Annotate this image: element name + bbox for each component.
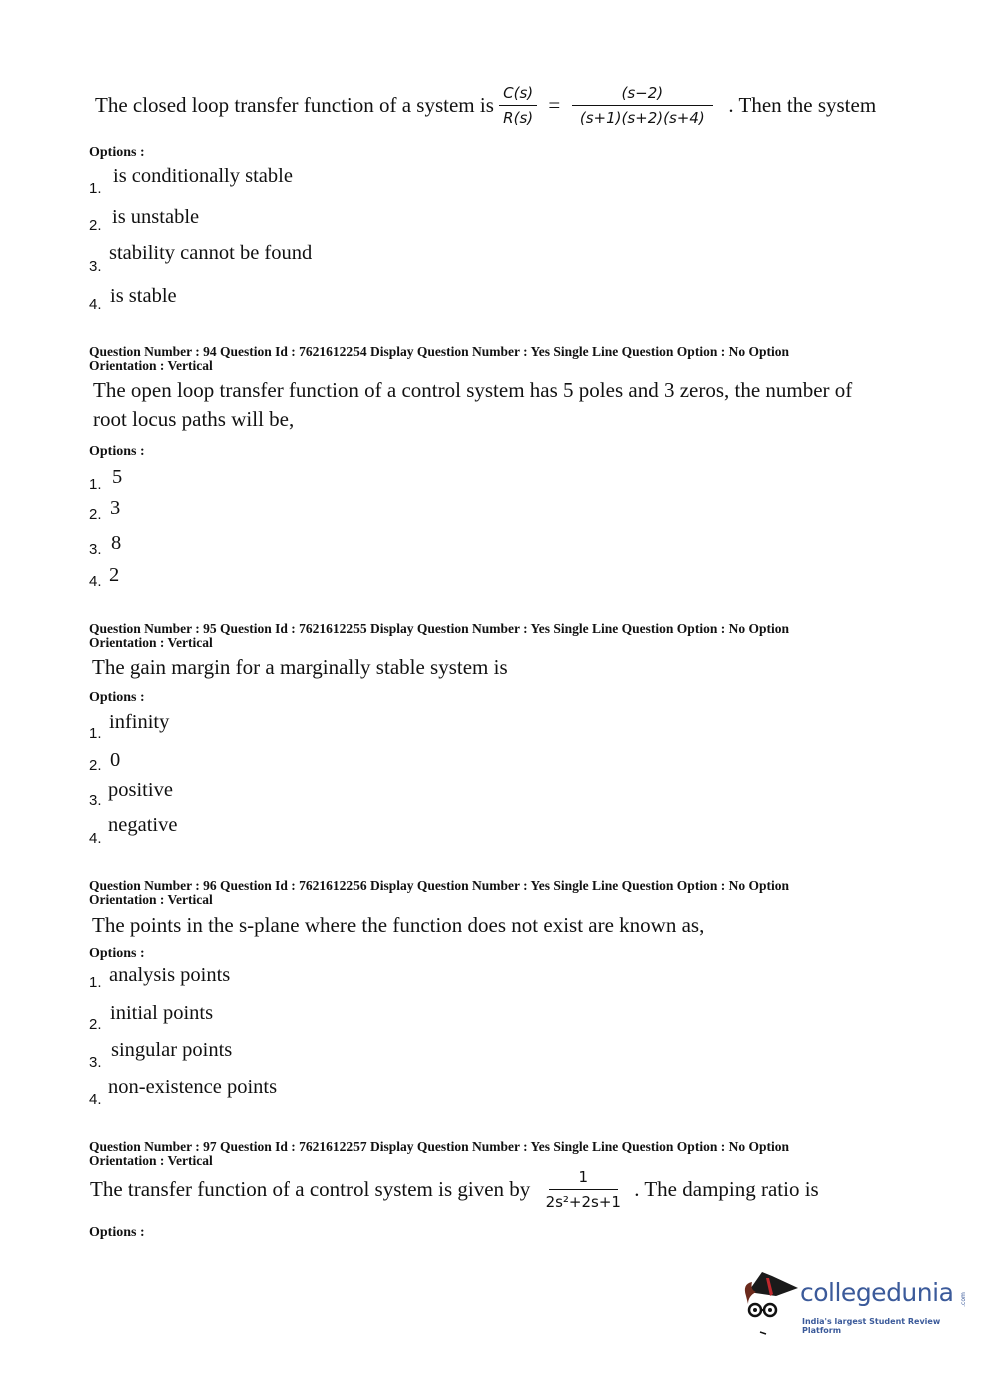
option-number: 2. bbox=[89, 757, 102, 774]
fraction-denominator: 2s²+2s+1 bbox=[545, 1193, 621, 1211]
question-meta-orientation: Orientation : Vertical bbox=[89, 635, 213, 650]
option-text: negative bbox=[108, 814, 178, 836]
question-meta-orientation: Orientation : Vertical bbox=[89, 358, 213, 373]
mascot-icon bbox=[742, 1270, 802, 1338]
option-text: initial points bbox=[110, 1002, 214, 1024]
option-number: 2. bbox=[89, 217, 102, 234]
option-text: stability cannot be found bbox=[109, 242, 313, 264]
option-number: 1. bbox=[89, 974, 102, 991]
option-text: is unstable bbox=[112, 206, 200, 228]
option-text: infinity bbox=[109, 711, 170, 733]
logo-tagline: India's largest Student Review Platform bbox=[802, 1317, 941, 1335]
option-text: singular points bbox=[111, 1039, 233, 1061]
options-label: Options : bbox=[89, 946, 145, 961]
collegedunia-logo bbox=[742, 1270, 972, 1340]
option-text: analysis points bbox=[109, 964, 231, 986]
options-label: Options : bbox=[89, 444, 145, 459]
q93-text-after: . Then the system bbox=[728, 93, 877, 117]
rhs-denominator: (s+1)(s+2)(s+4) bbox=[579, 109, 705, 127]
question-meta: Question Number : 97 Question Id : 7621612257 Display Question Number : Yes Single Line Question Option : No Option bbox=[89, 1139, 789, 1154]
equals-sign: = bbox=[548, 93, 561, 117]
option-number: 2. bbox=[89, 506, 102, 523]
logo-wordmark: collegedunia bbox=[800, 1278, 954, 1307]
option-number: 4. bbox=[89, 296, 102, 313]
option-number: 3. bbox=[89, 258, 102, 275]
option-text: 2 bbox=[109, 564, 120, 586]
q97-text-before: The transfer function of a control system is given by bbox=[90, 1177, 531, 1201]
q93-lhs-fraction bbox=[499, 84, 537, 127]
option-text: is stable bbox=[110, 285, 177, 307]
question-meta-orientation: Orientation : Vertical bbox=[89, 892, 213, 907]
options-label: Options : bbox=[89, 690, 145, 705]
option-number: 4. bbox=[89, 1091, 102, 1108]
q97-fraction bbox=[542, 1168, 625, 1211]
question-text: The points in the s-plane where the function does not exist are known as, bbox=[92, 913, 705, 937]
option-text: 3 bbox=[110, 497, 121, 519]
option-text: 5 bbox=[112, 466, 123, 488]
q97-text bbox=[90, 1168, 819, 1211]
q93-text bbox=[95, 84, 876, 127]
option-number: 3. bbox=[89, 1054, 102, 1071]
option-number: 3. bbox=[89, 541, 102, 558]
question-text: The open loop transfer function of a control system has 5 poles and 3 zeros, the number of bbox=[93, 378, 853, 402]
options-label: Options : bbox=[89, 145, 145, 160]
question-meta: Question Number : 96 Question Id : 7621612256 Display Question Number : Yes Single Line Question Option : No Option bbox=[89, 878, 789, 893]
option-text: positive bbox=[108, 779, 173, 801]
option-number: 4. bbox=[89, 573, 102, 590]
option-number: 1. bbox=[89, 725, 102, 742]
option-text: non-existence points bbox=[108, 1076, 278, 1098]
option-text: 8 bbox=[111, 532, 122, 554]
lhs-numerator: C(s) bbox=[499, 84, 537, 106]
logo-suffix: .com bbox=[959, 1292, 967, 1307]
question-meta: Question Number : 94 Question Id : 7621612254 Display Question Number : Yes Single Line Question Option : No Option bbox=[89, 344, 789, 359]
fraction-numerator: 1 bbox=[549, 1168, 619, 1190]
q93-text-before: The closed loop transfer function of a system is bbox=[95, 93, 494, 117]
option-number: 4. bbox=[89, 830, 102, 847]
option-text: is conditionally stable bbox=[113, 165, 293, 187]
rhs-numerator: (s−2) bbox=[572, 84, 714, 106]
option-number: 1. bbox=[89, 476, 102, 493]
question-meta: Question Number : 95 Question Id : 7621612255 Display Question Number : Yes Single Line Question Option : No Option bbox=[89, 621, 789, 636]
option-number: 1. bbox=[89, 180, 102, 197]
question-meta-orientation: Orientation : Vertical bbox=[89, 1153, 213, 1168]
option-number: 2. bbox=[89, 1016, 102, 1033]
q93-rhs-fraction bbox=[572, 84, 714, 127]
question-text: root locus paths will be, bbox=[93, 407, 295, 431]
question-text: The gain margin for a marginally stable system is bbox=[92, 655, 508, 679]
option-number: 3. bbox=[89, 792, 102, 809]
options-label: Options : bbox=[89, 1225, 145, 1240]
lhs-denominator: R(s) bbox=[503, 109, 534, 127]
option-text: 0 bbox=[110, 749, 121, 771]
q97-text-after: . The damping ratio is bbox=[634, 1177, 819, 1201]
